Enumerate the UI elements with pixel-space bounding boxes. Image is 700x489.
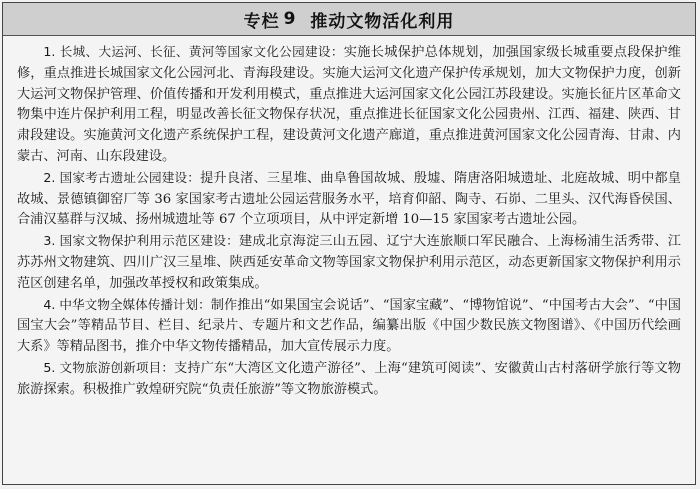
column-label: 专栏 [243,11,280,32]
item-text: 制作推出“如果国宝会说话”、“国家宝藏”、“博物馆说”、“中国考古大会”、“中国国宝大会”等精品节目、栏目、纪录片、专题片和文艺作品，编纂出版《中国少数民族文物图谱》、《中国历代绘画大系》等精品图书，推介中华文物传播精品，加大宣传展示力度。 [17,297,681,355]
item-text: 提升良渚、三星堆、曲阜鲁国故城、殷墟、隋唐洛阳城遗址、北庭故城、明中都皇故城、景德镇御窑厂等 36 家国家考古遗址公园运营服务水平，培育仰韶、陶寺、石峁、二里头、汉代海昏侯国、合浦汉墓群与汉城、扬州城遗址等 67 个立项项目，从中评定新增 10—15 家国家考古遗址公园。 [17,170,681,228]
item-text: 支持广东“大湾区文化遗产游径”、上海“建筑可阅读”、安徽黄山古村落研学旅行等文物旅游探索。积极推广敦煌研究院“负责任旅游”等文物旅游模式。 [17,360,681,397]
column-title: 推动文物活化利用 [310,11,455,32]
column-body [3,36,695,401]
item-heading: 4. 中华文物全媒体传播计划： [43,296,211,312]
item-heading: 2. 国家考古遗址公园建设： [43,169,201,185]
column-number: 9 [283,9,297,29]
paragraph-item-4 [17,295,681,358]
item-heading: 3. 国家文物保护利用示范区建设： [43,233,239,249]
column-box [2,2,696,485]
column-title-bar [3,3,695,36]
paragraph-item-3 [17,231,681,294]
paragraph-item-2 [17,168,681,231]
paragraph-item-5 [17,358,681,401]
item-heading: 1. 长城、大运河、长征、黄河等国家文化公园建设： [43,44,344,59]
item-text: 实施长城保护总体规划，加强国家级长城重要点段保护维修，重点推进长城国家文化公园河北、青海段建设。实施大运河文化遗产保护传承规划，加大文物保护力度，创新大运河文物保护管理、价值传播和开发利用模式，重点推进大运河国家文化公园江苏段建设。实施长征片区革命文物集中连片保护利用工程，明显改善长征文物保存状况，重点推进长征国家文化公园贵州、江西、福建、陕西、甘肃段建设。实施黄河文化遗产系统保护工程，建设黄河文化遗产廊道，重点推进黄河国家文化公园青海、甘肃、内蒙古、河南、山东段建设。 [17,45,681,164]
paragraph-item-1 [17,42,681,168]
item-heading: 5. 文物旅游创新项目： [43,359,175,375]
item-text: 建成北京海淀三山五园、辽宁大连旅顺口军民融合、上海杨浦生活秀带、江苏苏州文物建筑、四川广汉三星堆、陕西延安革命文物等国家文物保护利用示范区，动态更新国家文物保护利用示范区创建名单，加强改革授权和政策集成。 [17,234,681,291]
